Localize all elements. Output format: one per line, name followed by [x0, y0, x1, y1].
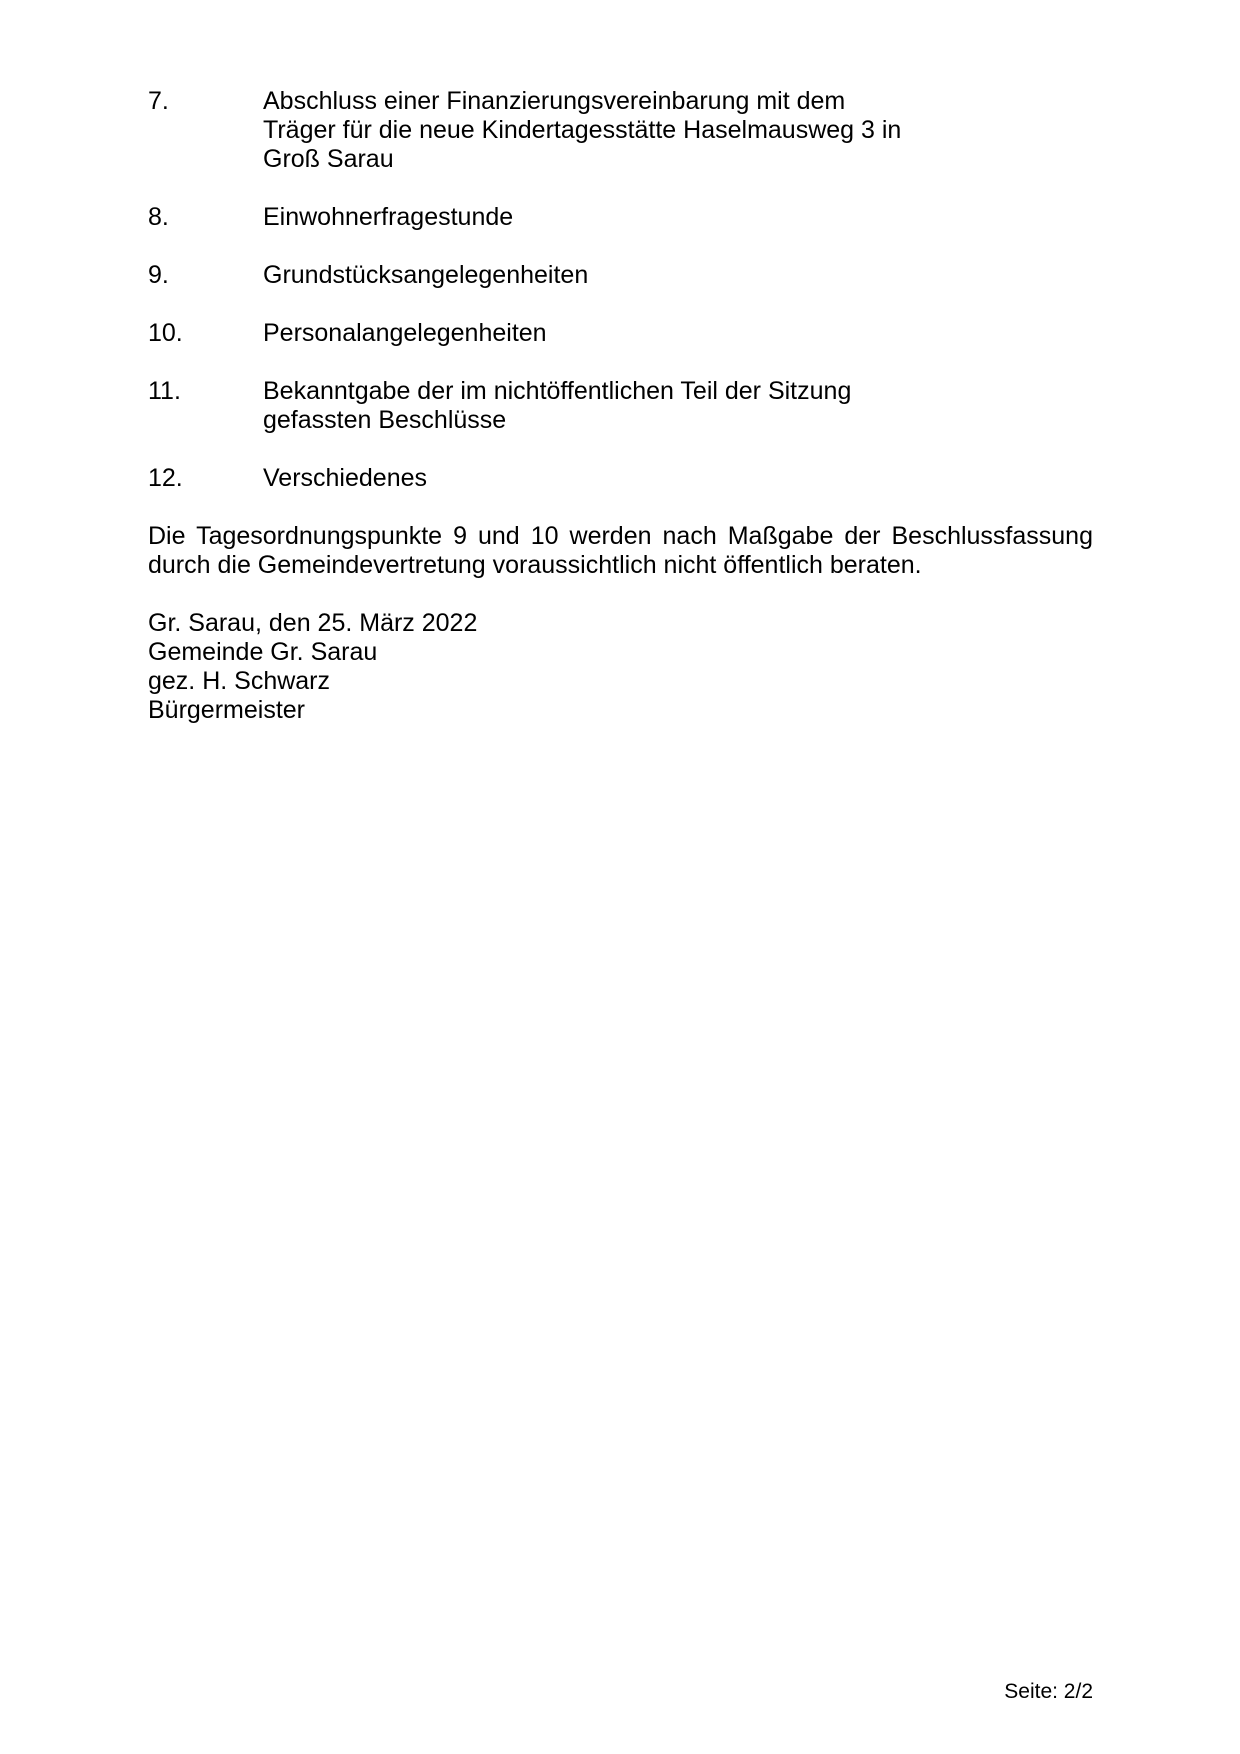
- signed-by: gez. H. Schwarz: [148, 667, 331, 695]
- agenda-item-7: [148, 87, 1093, 174]
- agenda-item-8: [148, 203, 1093, 232]
- agenda-item-text: [263, 203, 1093, 232]
- agenda-item-line: Personalangelegenheiten: [263, 319, 547, 347]
- agenda-item-10: [148, 319, 1093, 348]
- agenda-item-number: 12.: [148, 464, 183, 492]
- agenda-item-line: Einwohnerfragestunde: [263, 203, 514, 231]
- agenda-item-text: [263, 464, 1093, 493]
- agenda-list: [148, 87, 1093, 493]
- signer-role: Bürgermeister: [148, 696, 305, 724]
- agenda-item-line: Bekanntgabe der im nichtöffentlichen Teil der Sitzung: [263, 377, 852, 405]
- agenda-item-text: [263, 377, 1093, 435]
- organization-name: Gemeinde Gr. Sarau: [148, 638, 378, 666]
- agenda-item-number: 10.: [148, 319, 183, 347]
- agenda-item-line: Abschluss einer Finanzierungsvereinbarung mit dem: [263, 87, 846, 115]
- deliberation-note: [148, 522, 1093, 580]
- agenda-item-11: [148, 377, 1093, 435]
- agenda-item-12: [148, 464, 1093, 493]
- signature-block: [148, 609, 1093, 725]
- agenda-item-number: 9.: [148, 261, 169, 289]
- agenda-item-line: Verschiedenes: [263, 464, 428, 492]
- page-number-footer: Seite: 2/2: [1004, 1680, 1093, 1703]
- agenda-item-number: 7.: [148, 87, 169, 115]
- agenda-item-line: Träger für die neue Kindertagesstätte Haselmausweg 3 in: [263, 116, 902, 144]
- agenda-item-number: 8.: [148, 203, 169, 231]
- place-and-date: Gr. Sarau, den 25. März 2022: [148, 609, 478, 637]
- agenda-item-9: [148, 261, 1093, 290]
- note-line: durch die Gemeindevertretung voraussichtlich nicht öffentlich beraten.: [148, 551, 922, 579]
- agenda-item-line: gefassten Beschlüsse: [263, 406, 507, 434]
- agenda-item-number: 11.: [148, 377, 181, 405]
- agenda-item-text: [263, 319, 1093, 348]
- document-content: [148, 87, 1093, 725]
- agenda-item-line: Grundstücksangelegenheiten: [263, 261, 589, 289]
- agenda-item-text: [263, 87, 1093, 174]
- note-line: Die Tagesordnungspunkte 9 und 10 werden nach Maßgabe der Beschlussfassung: [148, 522, 1093, 550]
- agenda-item-line: Groß Sarau: [263, 145, 394, 173]
- agenda-item-text: [263, 261, 1093, 290]
